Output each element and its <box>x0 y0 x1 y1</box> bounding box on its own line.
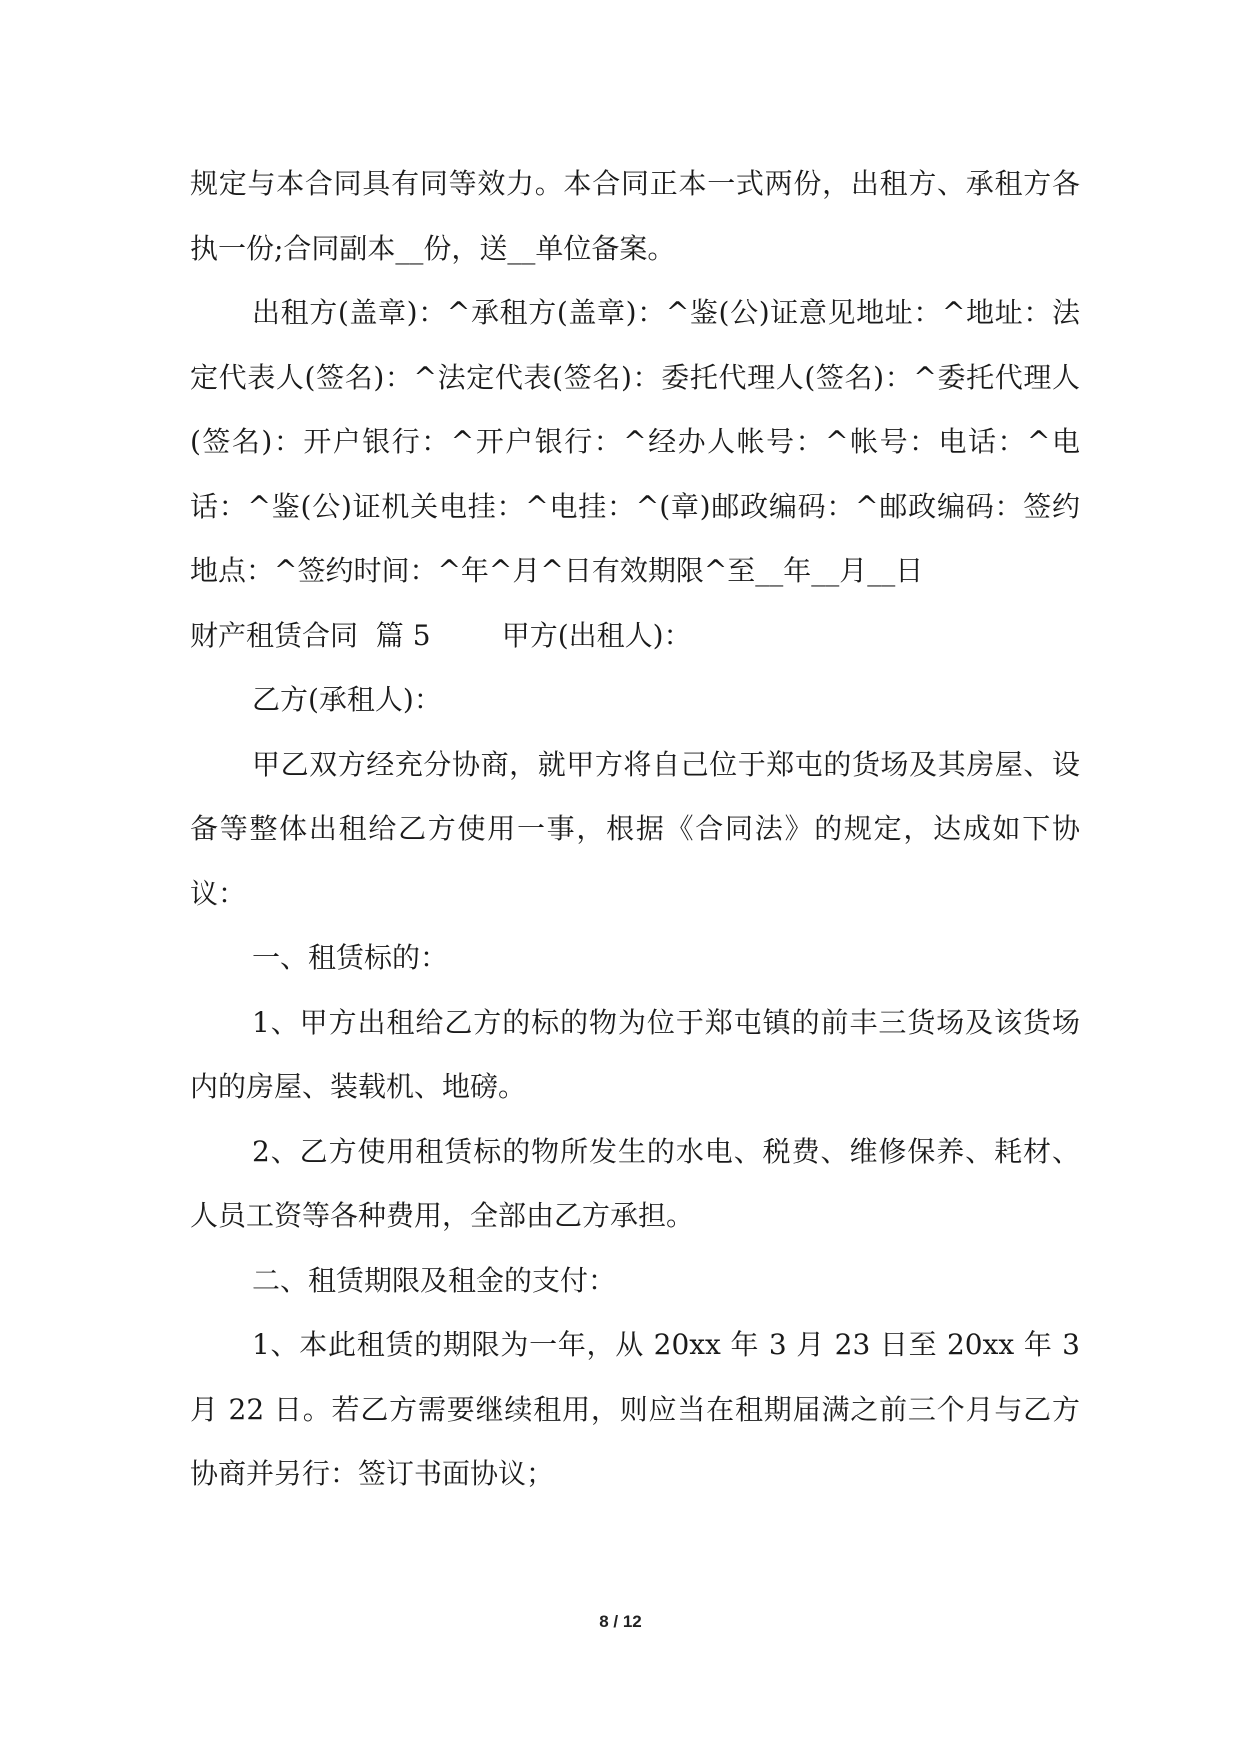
page-number: 8 / 12 <box>599 1612 642 1631</box>
paragraph-agreement-intro: 甲乙双方经充分协商，就甲方将自己位于郑屯的货场及其房屋、设备等整体出租给乙方使用一事，根据《合同法》的规定，达成如下协议： <box>190 747 1080 910</box>
paragraph-clause-1-item-2: 2、乙方使用租赁标的物所发生的水电、税费、维修保养、耗材、人员工资等各种费用，全部由乙方承担。 <box>190 1134 1080 1232</box>
paragraph-clause-1-title: 一、租赁标的： <box>252 941 449 974</box>
paragraph-clause-2-title: 二、租赁期限及租金的支付： <box>252 1263 617 1297</box>
paragraph-clause-1-item-1: 1、甲方出租给乙方的标的物为位于郑屯镇的前丰三货场及该货场内的房屋、装载机、地磅。 <box>190 1005 1080 1103</box>
paragraph-contract-effect: 规定与本合同具有同等效力。本合同正本一式两份，出租方、承租方各执一份;合同副本__份，送__单位备案。 <box>190 167 1080 265</box>
section-heading-contract-5: 财产租赁合同 篇 5 甲方(出租人)： <box>190 618 692 652</box>
document-body <box>190 152 1089 1507</box>
paragraph-signature-block: 出租方(盖章)：^承租方(盖章)：^鉴(公)证意见地址：^地址：法定代表人(签名)：^法定代表(签名)：委托代理人(签名)：^委托代理人(签名)：开户银行：^开户银行：^经办人帐号：^帐号：电话：^电话：^鉴(公)证机关电挂：^电挂：^(章)邮政编码：^邮政编码：签约地点：^签约时间：^年^月^日有效期限^至__年__月__日 <box>190 296 1080 587</box>
paragraph-clause-2-item-1: 1、本此租赁的期限为一年，从 20xx 年 3 月 23 日至 20xx 年 3 月 22 日。若乙方需要继续租用，则应当在租期届满之前三个月与乙方协商并另行：签订书面协议； <box>190 1328 1089 1490</box>
paragraph-party-b: 乙方(承租人)： <box>252 683 442 716</box>
